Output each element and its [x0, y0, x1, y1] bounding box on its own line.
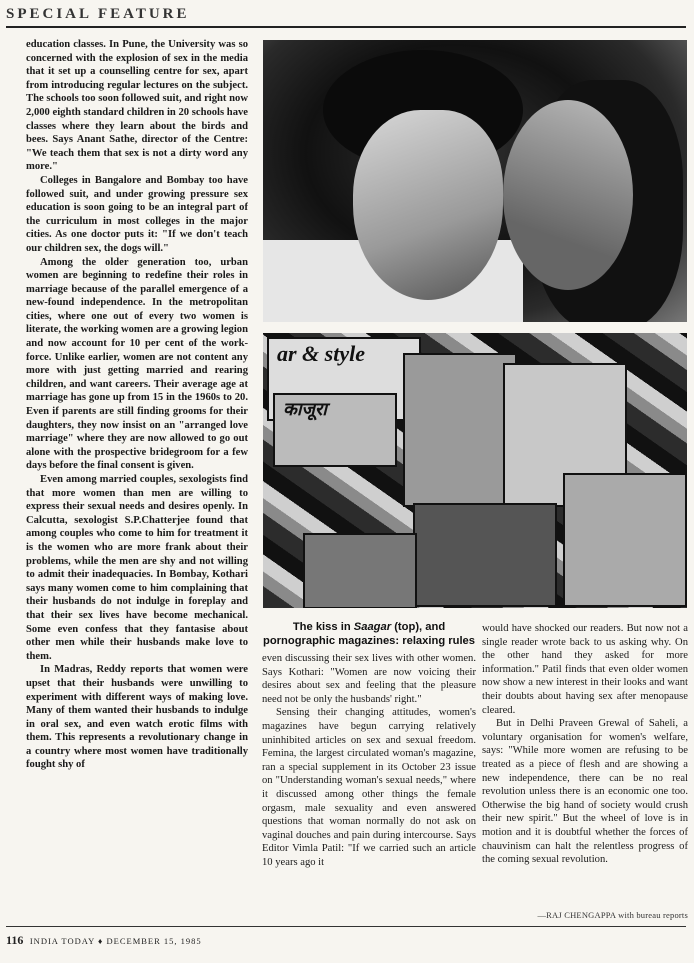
paragraph: But in Delhi Praveen Grewal of Saheli, a voluntary organisation for women's welfare, says: "While more women are refusing to be treated as a piece of flesh and are showing a new independence, there can be no real revolution unless there is an economic one too. Otherwise the big hand of society would crush their new spirit." But the wheel of love is in motion and it is doubtful whether the forces of chauvinism can halt the relentless progress of the coming sexual revolution.: [482, 718, 688, 866]
caption-text: pornographic magazines: relaxing rules: [263, 635, 475, 647]
kiss-photo: [263, 40, 687, 322]
caption-text: (top), and: [391, 621, 446, 633]
section-title: SPECIAL FEATURE: [6, 6, 190, 22]
section-header: [6, 4, 686, 28]
article-column-1: [26, 38, 248, 923]
page-footer: [6, 933, 202, 948]
paragraph: Sensing their changing attitudes, women's magazines have begun carrying relatively uninhibited articles on sex and sexual freedom. Femina, the largest circulated woman's magazine, ran a special supplement in its October 23 issue on "Understanding woman's sexual needs," where it discussed among other things the female orgasm, male sexuality and even answered questions that woman normally do not ask on vaginal douches and pain during intercourse. Says Editor Vimla Patil: "If we carried such an article 10 years ago it: [262, 707, 476, 868]
magazine-title: ar & style: [277, 341, 365, 366]
paragraph: Among the older generation too, urban women are beginning to redefine their roles in marriage because of the parallel emergence of a new-found independence. In the metropolitan cities, where one out of every two women is literate, the working women are a growing legion and now account for 10 per cent of the work-force. Unlike earlier, women are not content any more with just getting married and rearing children, and want careers. Their average age at marriage has gone up from 15 in the 1960s to 20. Even if parents are still finding grooms for their daughters, they now insist on an "arranged love marriage" where they are now allowed to go out alone with the prospective bridegroom for a few days before the final consent is given.: [26, 256, 248, 472]
footer-divider: [6, 926, 686, 927]
paragraph: would have shocked our readers. But now not a single reader wrote back to us asking why. On the other hand they asked for more information." Patil finds that even older women now show a new interest in their looks and want their doubts about having sex after menopause cleared.: [482, 623, 688, 716]
magazine-title: काजूरा: [283, 399, 327, 419]
paragraph: Colleges in Bangalore and Bombay too have followed suit, and under growing pressure sex education is soon going to be an integral part of the curriculum in most colleges in the major cities. As one doctor puts it: "If we don't teach our children sex, the dogs will.": [26, 174, 248, 254]
magazines-photo: [263, 333, 687, 608]
page-number: 116: [6, 933, 24, 947]
paragraph: In Madras, Reddy reports that women were upset that their husbands were unwilling to experiment with different ways of making love. Many of them wanted their husbands to indulge in oral sex, and even watch erotic films with them. This represents a revolutionary change in a country where most women have traditionally fought shy of: [26, 664, 248, 771]
paragraph: Even among married couples, sexologists find that more women than men are willing to express their sexual needs and desires openly. In Calcutta, sexologist S.P.Chatterjee found that among couples who come to him for treatment it is the women who are more frank about their problems, while the men are shy and not willing to admit their inadequacies. In Bombay, Kothari says many women come to him complaining that their husbands do not indulge in foreplay and that their sex lives have become mechanical. Some even confess that they fantasise about other men while their husbands make love to them.: [26, 474, 248, 662]
paragraph: even discussing their sex lives with other women. Says Kothari: "Women are now voicing their desires about sex and feeling that the pleasure need not be only the husbands' right.": [262, 653, 476, 705]
byline: —RAJ CHENGAPPA with bureau reports: [537, 910, 688, 920]
caption-film-title: Saagar: [353, 621, 392, 633]
paragraph: education classes. In Pune, the University was so concerned with the explosion of sex in the media that it set up a counselling centre for sex, apart from introducing regular lectures on the subject. The schools too soon followed suit, and right now 2,000 eighth standard children in 20 schools have classes where they learn about the birds and bees. Says Anant Sathe, director of the Centre: "We teach them that sex is not a dirty word any more.": [26, 39, 248, 173]
photo-caption: [262, 620, 476, 648]
caption-text: The kiss in: [292, 621, 354, 633]
article-column-2: [262, 652, 476, 925]
article-column-3: [482, 622, 688, 925]
masthead: INDIA TODAY ♦ DECEMBER 15, 1985: [29, 936, 202, 946]
